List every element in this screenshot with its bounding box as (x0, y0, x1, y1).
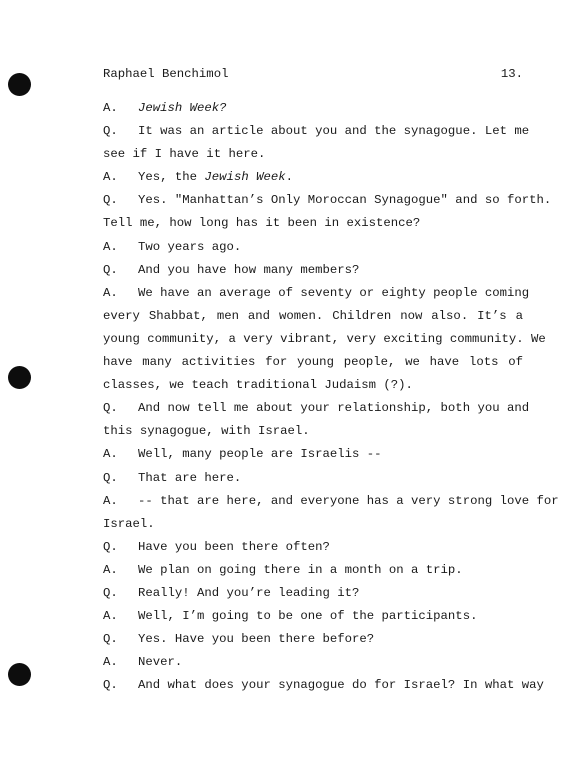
speaker-label: A. (103, 655, 118, 670)
transcript-name: Raphael Benchimol (103, 67, 229, 81)
line-text: And now tell me about your relationship, both you and (138, 401, 530, 416)
line-text: Tell me, how long has it been in existence? (103, 216, 421, 231)
transcript-body (103, 97, 559, 697)
line-text: every Shabbat, men and women. Children now also. It’s a (103, 308, 523, 323)
speaker-label: Q. (103, 585, 118, 600)
transcript-line (103, 559, 523, 582)
transcript-line (103, 166, 523, 189)
speaker-label: Q. (103, 124, 118, 139)
line-text: Yes, the (138, 170, 205, 185)
speaker-label: A. (103, 101, 118, 115)
transcript-line (103, 513, 523, 536)
transcript-line (103, 328, 546, 351)
page-header (103, 67, 523, 81)
line-text: Jewish Week? (138, 101, 227, 115)
speaker-label: Q. (103, 262, 118, 277)
line-text: see if I have it here. (103, 147, 266, 162)
line-text: young community, a very vibrant, very exciting community. We (103, 331, 546, 346)
transcript-line (103, 674, 544, 697)
line-text: Have you been there often? (138, 539, 330, 554)
transcript-line (103, 189, 552, 212)
line-text: Really! And you’re leading it? (138, 585, 360, 600)
transcript-line (103, 582, 523, 605)
line-text: Yes. "Manhattan’s Only Moroccan Synagogue" and so forth. (138, 193, 552, 208)
speaker-label: A. (103, 562, 118, 577)
transcript-line (103, 259, 523, 282)
line-text: That are here. (138, 470, 242, 485)
transcript-line (103, 351, 523, 374)
speaker-label: A. (103, 493, 118, 508)
speaker-label: A. (103, 285, 118, 300)
speaker-label: Q. (103, 632, 118, 647)
line-text: Israel. (103, 516, 155, 531)
transcript-line (103, 97, 523, 120)
line-text: Yes. Have you been there before? (138, 632, 375, 647)
speaker-label: A. (103, 239, 118, 254)
transcript-line (103, 420, 523, 443)
transcript-line (103, 651, 523, 674)
transcript-line (103, 236, 523, 259)
line-text: this synagogue, with Israel. (103, 424, 310, 439)
transcript-line (103, 282, 530, 305)
line-text: And what does your synagogue do for Israel? In what way (138, 678, 544, 693)
binder-hole (8, 366, 31, 389)
binder-hole (8, 73, 31, 96)
line-text: We plan on going there in a month on a trip. (138, 562, 463, 577)
line-text: We have an average of seventy or eighty people coming (138, 285, 530, 300)
binder-hole (8, 663, 31, 686)
transcript-line (103, 305, 523, 328)
transcript-line (103, 467, 523, 490)
transcript-line (103, 443, 523, 466)
line-text: Never. (138, 655, 183, 670)
transcript-line (103, 120, 530, 143)
line-text: Jewish Week (204, 170, 286, 185)
line-text: Well, I’m going to be one of the participants. (138, 609, 478, 624)
transcript-line (103, 490, 559, 513)
line-text: It was an article about you and the synagogue. Let me (138, 124, 530, 139)
line-text: classes, we teach traditional Judaism (?). (103, 378, 413, 393)
line-text: Two years ago. (138, 239, 242, 254)
transcript-line (103, 536, 523, 559)
speaker-label: Q. (103, 193, 118, 208)
transcript-line (103, 605, 523, 628)
speaker-label: A. (103, 170, 118, 185)
line-text: have many activities for young people, we have lots of (103, 355, 523, 370)
line-text: Well, many people are Israelis -- (138, 447, 382, 462)
speaker-label: Q. (103, 678, 118, 693)
transcript-line (103, 628, 523, 651)
line-text: -- that are here, and everyone has a very strong love for (138, 493, 559, 508)
transcript-line (103, 143, 523, 166)
transcript-line (103, 374, 523, 397)
transcript-line (103, 397, 530, 420)
speaker-label: A. (103, 447, 118, 462)
transcript-line (103, 212, 523, 235)
page-number: 13. (500, 67, 523, 81)
line-text: And you have how many members? (138, 262, 360, 277)
speaker-label: Q. (103, 539, 118, 554)
line-text: . (285, 170, 293, 185)
speaker-label: Q. (103, 470, 118, 485)
speaker-label: A. (103, 609, 118, 624)
speaker-label: Q. (103, 401, 118, 416)
